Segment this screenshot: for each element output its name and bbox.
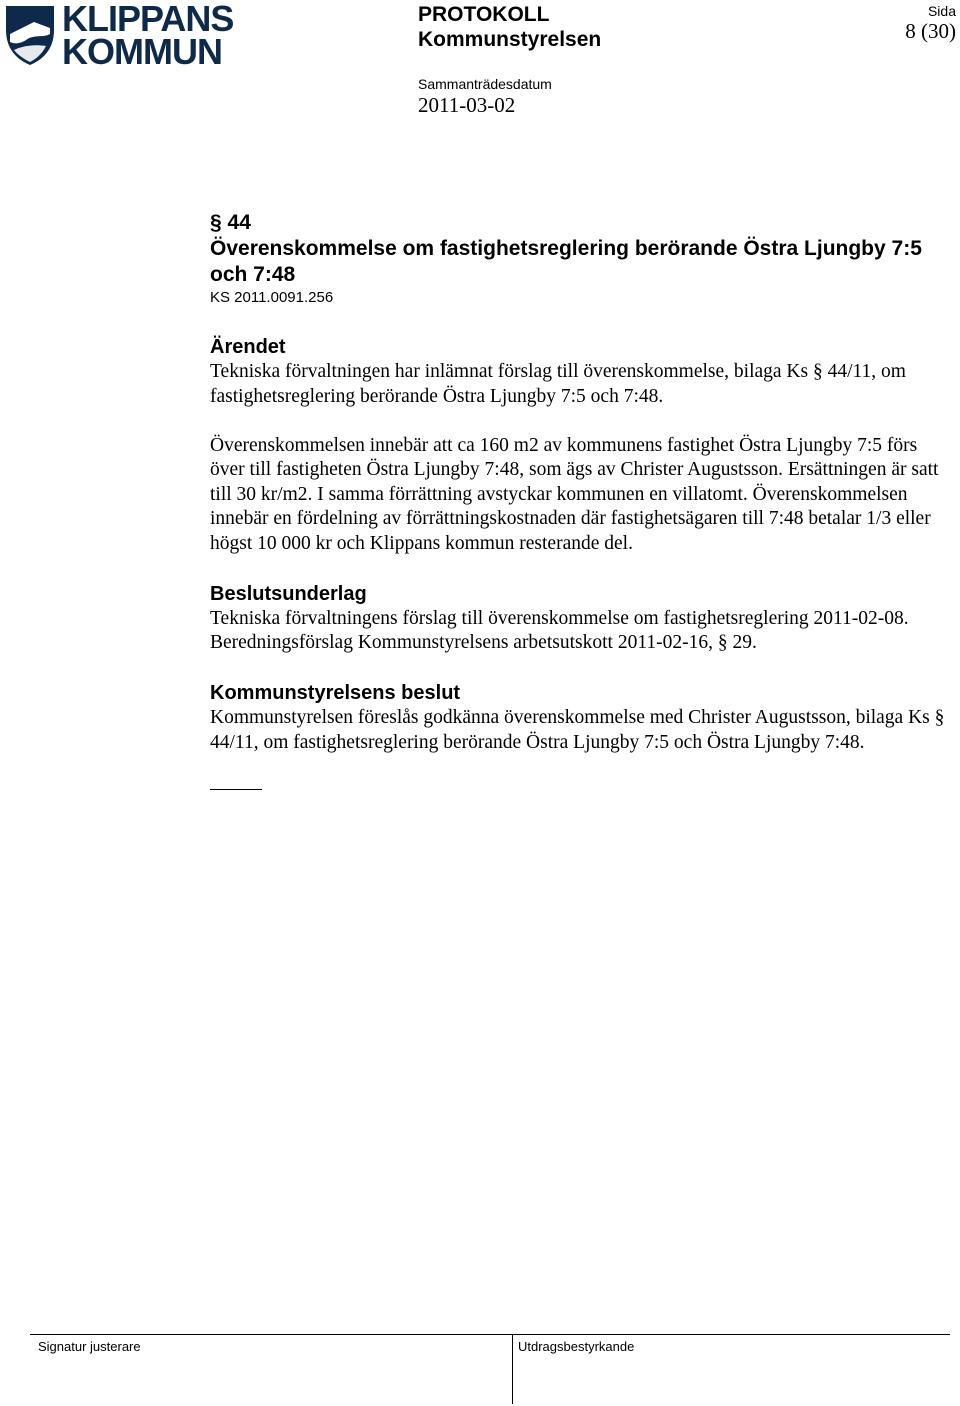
arendet-paragraph-1: Tekniska förvaltningen har inlämnat förslag till överenskommelse, bilaga Ks § 44/11, om fastighetsreglering berörande Östra Ljungby 7:5 och 7:48. [210, 361, 906, 407]
heading-arendet: Ärendet [210, 336, 286, 358]
beslut-text: Kommunstyrelsen föreslås godkänna överenskommelse med Christer Augustsson, bilaga Ks § 44/11, om fastighetsreglering berörande Östra Ljungby 7:5 och Östra Ljungby 7:48. [210, 707, 945, 753]
page-number: 8 (30) [905, 19, 956, 43]
section-paragraph-number: § 44 [210, 211, 251, 234]
page-label: Sida [927, 3, 956, 19]
footer-divider [512, 1334, 513, 1404]
committee-name: Kommunstyrelsen [418, 28, 602, 51]
signature-field-label: Signatur justerare [38, 1339, 141, 1354]
certification-field-label: Utdragsbestyrkande [518, 1339, 635, 1354]
heading-beslut: Kommunstyrelsens beslut [210, 682, 461, 704]
beslutsunderlag-line-2: Beredningsförslag Kommunstyrelsens arbetsutskott 2011-02-16, § 29. [210, 632, 757, 653]
footer-rule [30, 1334, 950, 1335]
document-type: PROTOKOLL [418, 3, 550, 26]
municipality-logo [4, 0, 234, 72]
meeting-date: 2011-03-02 [418, 93, 516, 117]
meeting-date-label: Sammanträdesdatum [418, 76, 552, 92]
logo-line-2: KOMMUN [62, 31, 222, 72]
section-title: Överenskommelse om fastighetsreglering berörande Östra Ljungby 7:5 och 7:48 [210, 237, 922, 286]
logo-wordmark [62, 0, 234, 72]
coat-of-arms-icon [4, 4, 56, 66]
heading-beslutsunderlag: Beslutsunderlag [210, 582, 367, 605]
arendet-paragraph-2: Överenskommelsen innebär att ca 160 m2 av kommunens fastighet Östra Ljungby 7:5 förs över till fastigheten Östra Ljungby 7:48, som ägs av Christer Augustsson. Ersättningen är satt till 30 kr/m2. I samma förrättning avstyckar kommunen en villatomt. Överenskommelsen innebär en fördelning av förrättningskostnaden där fastighetsägaren till 7:48 betalar 1/3 eller högst 10 000 kr och Klippans kommun resterande del. [210, 434, 939, 554]
logo-line-1: KLIPPANS [62, 0, 234, 39]
protocol-section [210, 210, 950, 790]
case-number: KS 2011.0091.256 [210, 289, 334, 306]
beslutsunderlag-line-1: Tekniska förvaltningens förslag till överenskommelse om fastighetsreglering 2011-02-08. [210, 607, 909, 629]
end-of-section-rule [210, 789, 262, 790]
